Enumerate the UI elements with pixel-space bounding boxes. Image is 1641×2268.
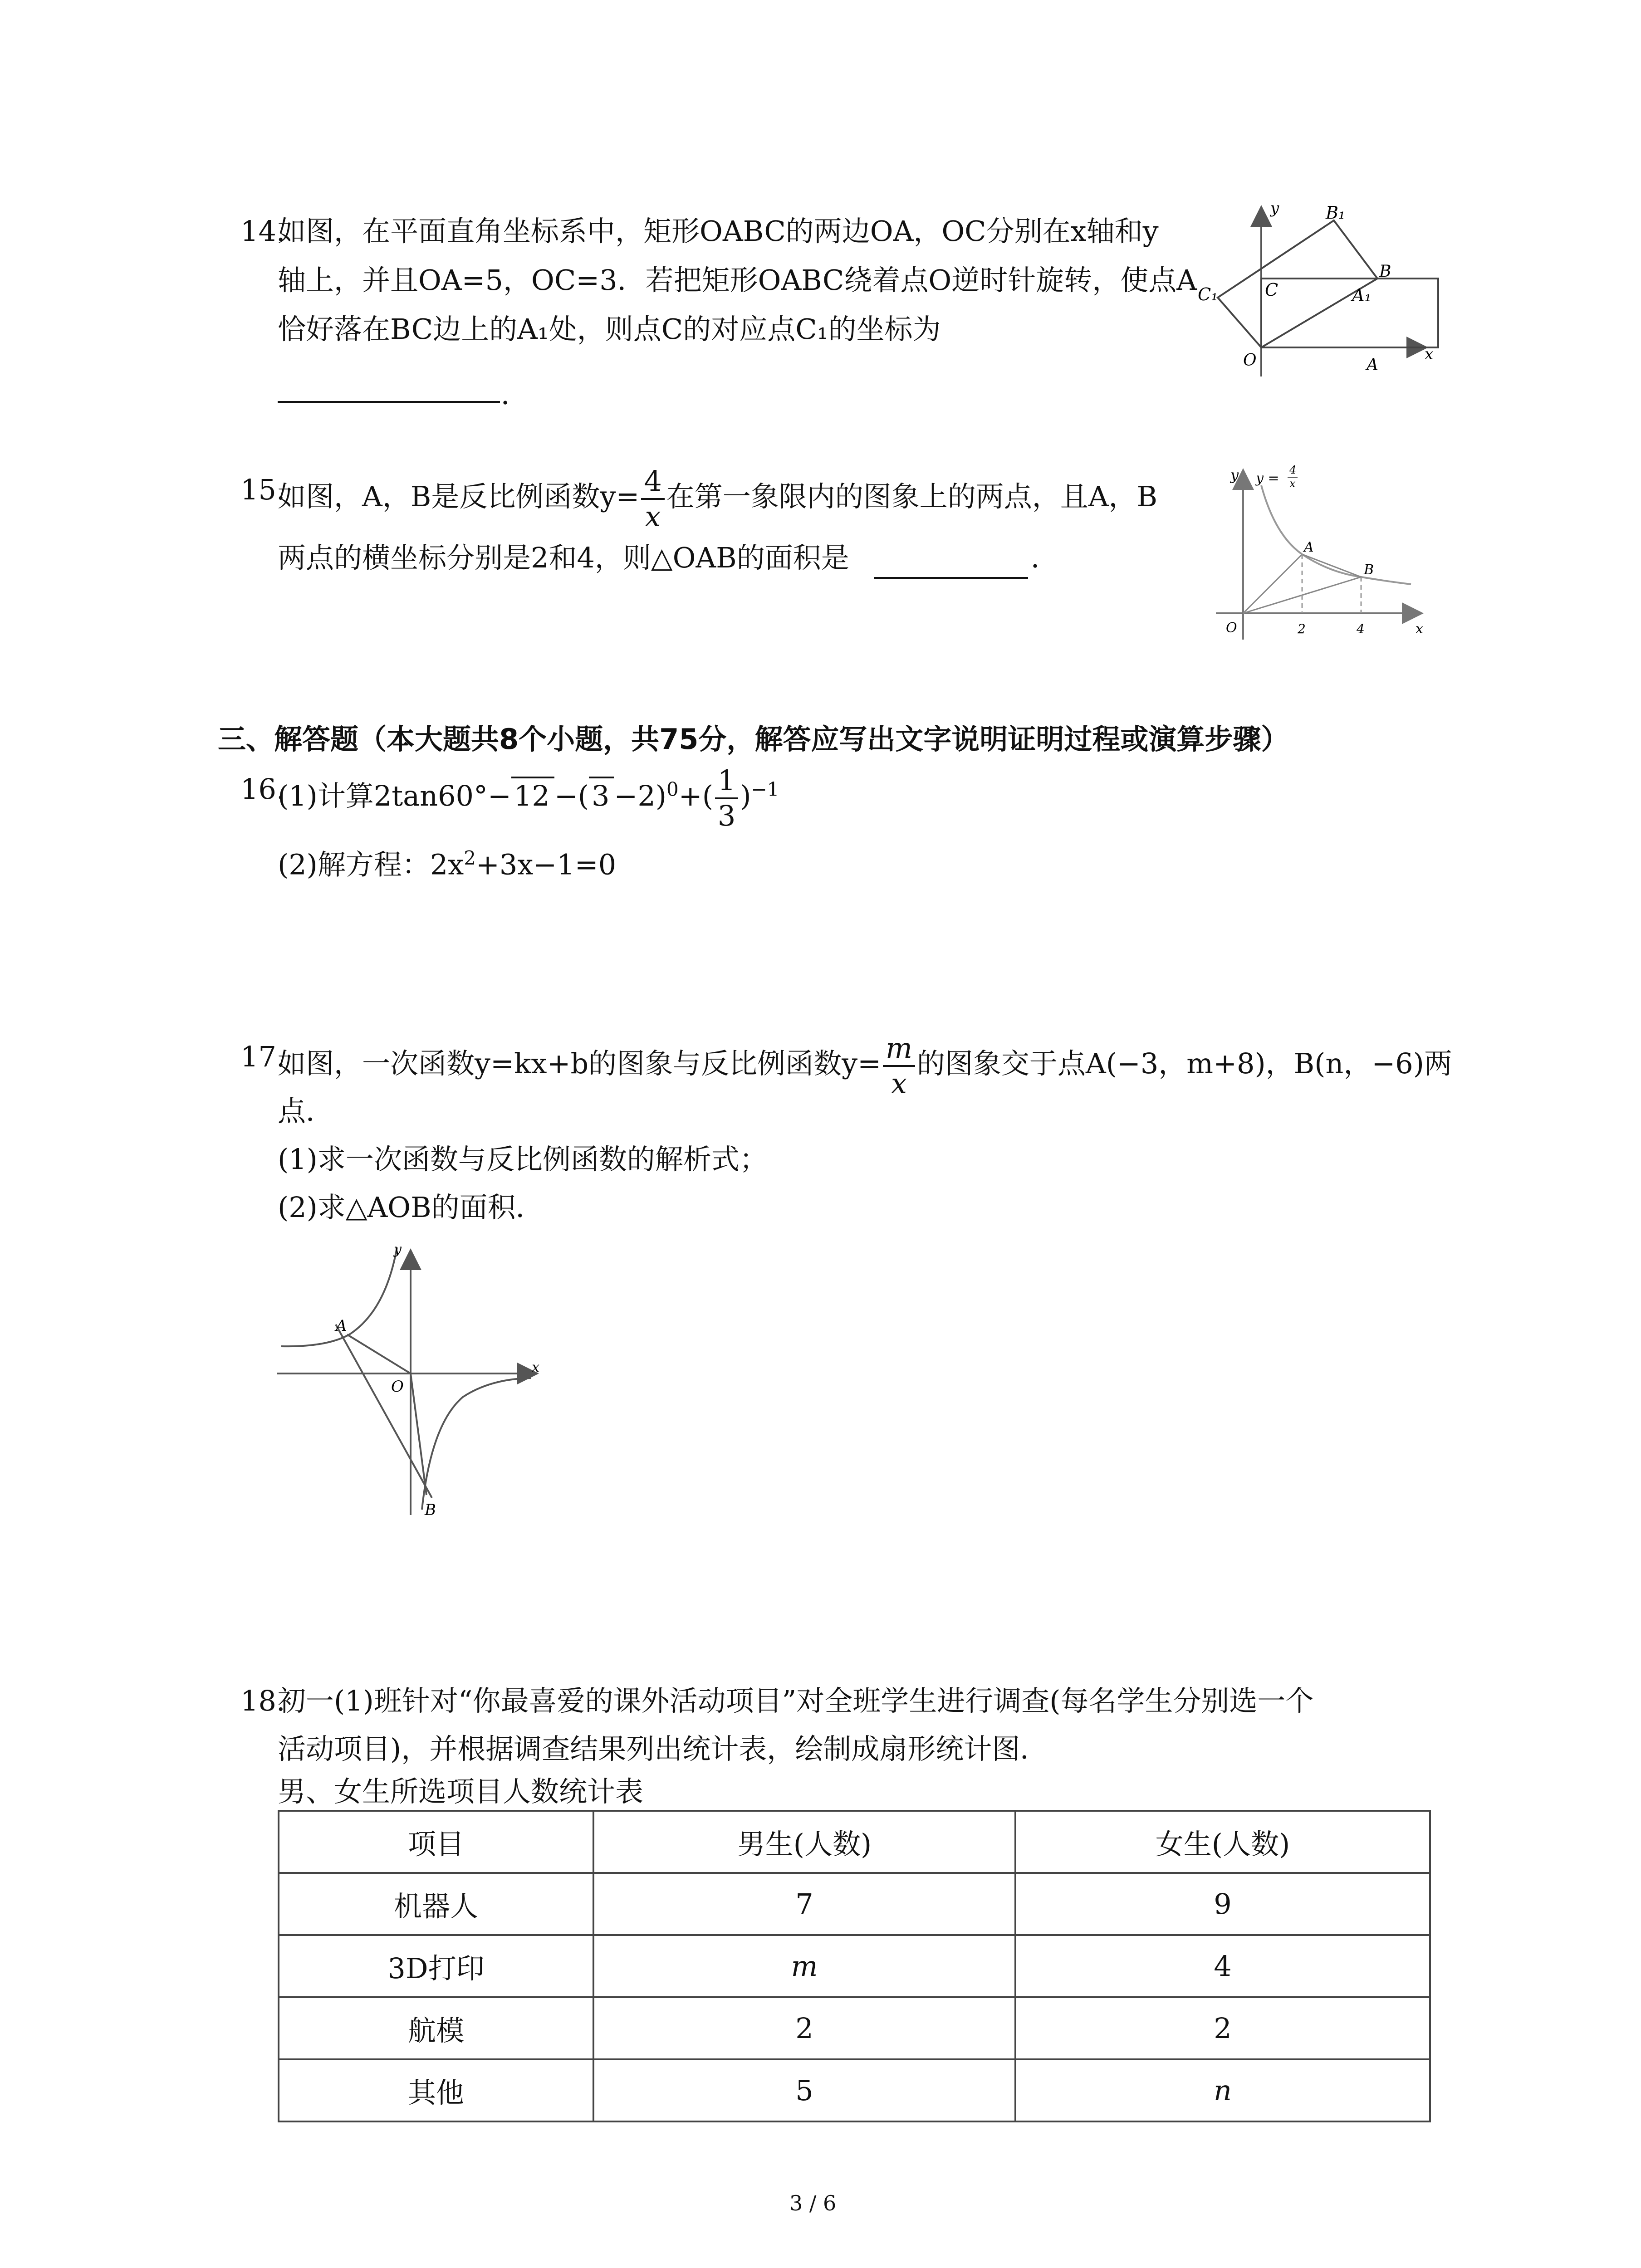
q15-label-o: O: [1226, 620, 1237, 636]
q17-frac-num: m: [883, 1034, 915, 1067]
q17-hyperbola-right: [422, 1378, 531, 1510]
q14-label-a: A: [1367, 356, 1378, 374]
q15-label-y: y: [1230, 466, 1239, 484]
q18-table-title: 男、女生所选项目人数统计表: [278, 1775, 644, 1808]
table-row: [279, 1997, 1430, 2059]
q15-func-num: 4: [1289, 464, 1297, 476]
q15-hyperbola: [1261, 485, 1411, 584]
table-cell-girls: 4: [1015, 1935, 1430, 1997]
q15-tick-4: 4: [1357, 621, 1365, 636]
q14-label-o: O: [1243, 351, 1257, 370]
q14-label-a1: A₁: [1352, 285, 1372, 305]
table-header-row: [279, 1811, 1430, 1873]
q16-part-1: [278, 764, 779, 832]
q17-line-1: [278, 1031, 1452, 1100]
q16-part-2-pre: (2)解方程：2x: [278, 848, 464, 881]
q14-label-b: B: [1379, 262, 1391, 281]
q14-label-x: x: [1425, 345, 1434, 363]
table-cell-girls: 2: [1015, 1997, 1430, 2059]
q16-exp-0: 0: [666, 778, 679, 801]
table-cell-boys: 5: [593, 2059, 1015, 2121]
q16-sqrt-12: 12: [511, 777, 554, 812]
q14-label-b1: B₁: [1326, 203, 1346, 223]
q14-answer-blank[interactable]: [278, 399, 500, 403]
q18-line-2: 活动项目)，并根据调查结果列出统计表，绘制成扇形统计图．: [278, 1732, 1048, 1765]
q15-number: 15.: [240, 473, 285, 506]
q14-label-y: y: [1270, 199, 1279, 217]
q17-label-b: B: [425, 1501, 436, 1519]
q17-line-1-post: 的图象交于点A(−3，m+8)，B(n，−6)两: [916, 1047, 1452, 1080]
q14-rotated-rect: [1218, 220, 1377, 347]
q17-fraction: [883, 1031, 915, 1100]
q16-part-2: [278, 836, 616, 888]
table-row: [279, 1873, 1430, 1935]
q15-label-x: x: [1416, 621, 1423, 637]
q14-number: 14.: [240, 215, 285, 248]
q18-stats-table: [278, 1810, 1431, 2122]
q14-rect-oabc: [1261, 279, 1438, 347]
q15-end-mark: ．: [1031, 541, 1059, 574]
q17-label-o: O: [391, 1378, 404, 1396]
q15-func-den: x: [1289, 477, 1296, 490]
table-cell-girls: n: [1015, 2059, 1430, 2121]
q16-fraction: [715, 764, 738, 832]
q17-figure: [272, 1234, 544, 1524]
table-cell-boys: 7: [593, 1873, 1015, 1935]
q14-line-1: 如图，在平面直角坐标系中，矩形OABC的两边OA，OC分别在x轴和y: [278, 215, 1159, 248]
section-3-title: 三、解答题（本大题共8个小题，共75分，解答应写出文字说明证明过程或演算步骤）: [218, 723, 1289, 756]
q16-sqrt-3: 3: [589, 777, 614, 812]
q18-line-1: 初一(1)班针对“你最喜爱的课外活动项目”对全班学生进行调查(每名学生分别选一个: [278, 1684, 1314, 1717]
q16-mid-2: −2): [614, 779, 667, 813]
page-number: 3 / 6: [789, 2191, 837, 2215]
q15-answer-blank[interactable]: [874, 575, 1028, 579]
q16-part-2-post: +3x−1=0: [475, 848, 617, 881]
q16-plus: +(: [678, 779, 713, 813]
table-header-girls: 女生(人数): [1015, 1811, 1430, 1873]
q15-line-2: 两点的横坐标分别是2和4，则△OAB的面积是: [278, 541, 849, 574]
q16-mid-1: −(: [554, 779, 589, 813]
q16-exp-neg1: −1: [751, 778, 779, 801]
q17-segment-oa: [347, 1334, 411, 1374]
q16-square: 2: [464, 847, 476, 869]
q14-label-c: C: [1265, 280, 1279, 300]
table-cell-item: 3D打印: [279, 1935, 593, 1997]
table-row: [279, 2059, 1430, 2121]
q17-line-1-pre: 如图，一次函数y=kx+b的图象与反比例函数y=: [278, 1047, 882, 1080]
q16-part-1-pre: (1)计算2tan60°−: [278, 779, 511, 813]
table-cell-boys: m: [593, 1935, 1015, 1997]
q17-line-4: (2)求△AOB的面积．: [278, 1191, 544, 1224]
q14-end-mark: ．: [501, 378, 529, 411]
q15-label-b: B: [1364, 562, 1374, 578]
q14-label-c1: C₁: [1198, 284, 1218, 304]
table-cell-boys: 2: [593, 1997, 1015, 2059]
q17-linear-line: [336, 1325, 432, 1498]
q15-line-1-pre: 如图，A，B是反比例函数y=: [278, 480, 640, 513]
q17-label-a: A: [336, 1317, 347, 1335]
q15-frac-den: x: [645, 500, 661, 533]
q17-line-2: 点．: [278, 1095, 334, 1128]
q16-frac-num: 1: [715, 767, 738, 799]
q17-number: 17.: [240, 1040, 285, 1073]
table-header-boys: 男生(人数): [593, 1811, 1015, 1873]
table-cell-item: 航模: [279, 1997, 593, 2059]
q17-frac-den: x: [891, 1067, 907, 1100]
q14-figure: [1198, 195, 1443, 386]
q15-frac-num: 4: [641, 467, 664, 500]
q16-number: 16.: [240, 772, 285, 806]
q17-segment-ob: [411, 1374, 426, 1495]
table-cell-item: 机器人: [279, 1873, 593, 1935]
q16-close: ): [740, 779, 751, 813]
q17-label-x: x: [532, 1359, 539, 1375]
q15-label-a: A: [1304, 539, 1314, 555]
q15-fraction: [641, 464, 664, 533]
q17-line-3: (1)求一次函数与反比例函数的解析式；: [278, 1143, 768, 1176]
q18-number: 18.: [240, 1684, 285, 1717]
table-cell-girls: 9: [1015, 1873, 1430, 1935]
table-row: [279, 1935, 1430, 1997]
table-header-item: 项目: [279, 1811, 593, 1873]
q16-frac-den: 3: [717, 799, 736, 832]
q15-func-label: y =: [1256, 470, 1279, 486]
q15-line-1-post: 在第一象限内的图象上的两点，且A，B: [666, 480, 1158, 513]
q14-line-2: 轴上，并且OA=5，OC=3．若把矩形OABC绕着点O逆时针旋转，使点A: [278, 264, 1197, 297]
q15-figure: [1207, 458, 1434, 644]
q17-label-y: y: [394, 1242, 402, 1257]
table-cell-item: 其他: [279, 2059, 593, 2121]
q14-line-3: 恰好落在BC边上的A₁处，则点C的对应点C₁的坐标为: [278, 313, 941, 346]
q15-tick-2: 2: [1298, 621, 1306, 636]
q15-line-1: [278, 464, 1158, 533]
